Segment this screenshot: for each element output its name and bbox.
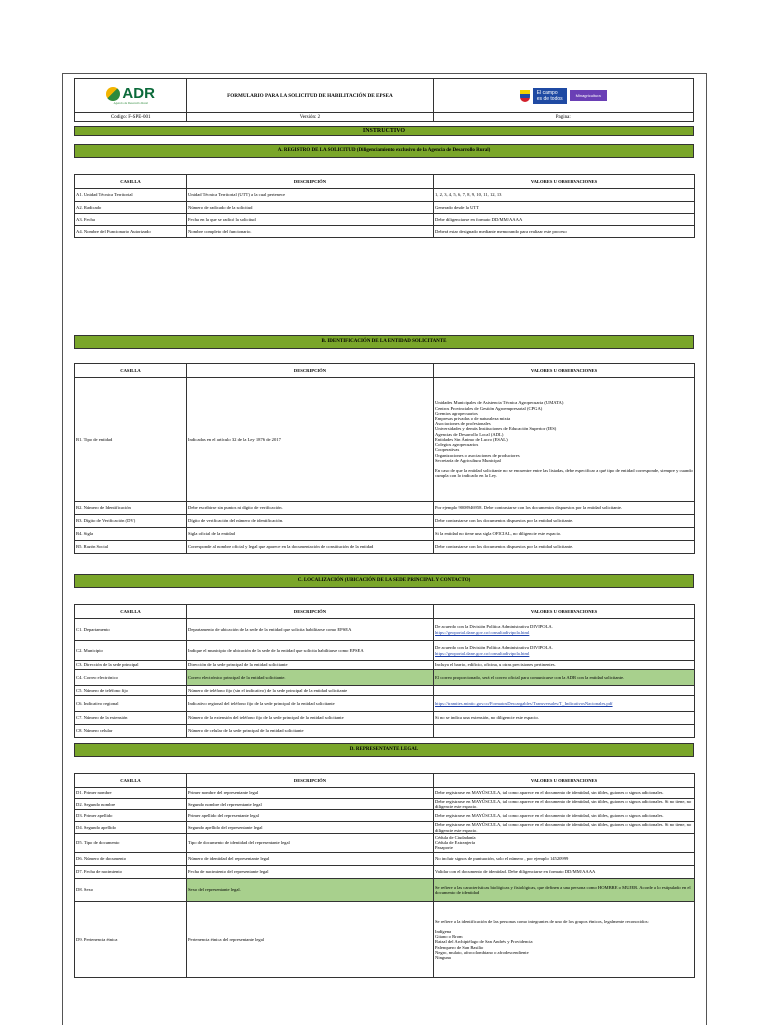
reference-link[interactable]: https://geoportal.dane.gov.co/consultadivipola.html: [435, 629, 530, 635]
row-casilla: D8. Sexo: [75, 878, 187, 901]
row-descripcion: Número de teléfono fijo (sin el indicativo) de la sede principal de la entidad solicitante: [187, 686, 434, 696]
table-row: [75, 799, 695, 810]
value-line: Debe registrarse en MAYÚSCULA, tal como aparece en el documento de identidad, sin tildes, guiones o signos adicionales.: [435, 813, 664, 819]
table-row: [75, 202, 695, 214]
table-row: [75, 226, 695, 238]
table-row: [75, 822, 695, 833]
value-line: Negro, mulato, afrocolombiano o afrodescendiente: [435, 949, 529, 955]
row-descripcion: Sexo del representante legal.: [187, 878, 434, 901]
coat-of-arms-icon: [520, 90, 530, 102]
section-title: B. IDENTIFICACIÓN DE LA ENTIDAD SOLICITANTE: [74, 335, 694, 349]
value-line: Raizal del Archipiélago de San Andrés y Providencia: [435, 939, 533, 945]
col-header-valores: VALORES U OBSERVACIONES: [434, 364, 695, 378]
row-descripcion: Fecha en la que se radicó la solicitud: [187, 214, 434, 226]
row-valores: [434, 799, 695, 810]
table-row: [75, 378, 695, 502]
row-casilla: B1. Tipo de entidad: [75, 378, 187, 502]
table-row: [75, 712, 695, 725]
value-line: Gremios agropecuarios: [435, 410, 478, 416]
row-descripcion: Segundo apellido del representante legal: [187, 822, 434, 833]
col-header-valores: VALORES U OBSERVACIONES: [434, 605, 695, 619]
value-line: Debe registrarse en MAYÚSCULA, tal como aparece en el documento de identidad, sin tildes, guiones o signos adicionales.: [435, 790, 664, 796]
table-row: [75, 670, 695, 686]
row-valores: [434, 619, 695, 641]
table-row: [75, 833, 695, 852]
col-header-casilla: CASILLA: [75, 774, 187, 788]
section-table: [74, 174, 695, 238]
row-casilla: C5. Número de teléfono fijo: [75, 686, 187, 696]
row-casilla: B3. Dígito de Verificación (DV): [75, 515, 187, 528]
row-valores: [434, 214, 695, 226]
table-row: [75, 788, 695, 799]
row-valores: [434, 641, 695, 661]
row-descripcion: Indicadas en el artículo 32 de la Ley 1876 de 2017: [187, 378, 434, 502]
value-line: [435, 688, 693, 693]
row-casilla: D4. Segundo apellido: [75, 822, 187, 833]
table-row: [75, 641, 695, 661]
col-header-casilla: CASILLA: [75, 605, 187, 619]
value-line: Debe contrastarse con los documentos dispuestos por la entidad solicitante.: [435, 518, 574, 524]
value-line: Debe registrarse en MAYÚSCULA, tal como aparece en el documento de identidad, sin tildes, guiones o signos adicionales. Si no tiene, no diligencie este espacio.: [435, 822, 692, 833]
leaf-icon: [106, 87, 120, 101]
value-line: [435, 728, 693, 733]
value-line: Incluya el barrio, edificio, oficina, u otras precisiones pertinentes.: [435, 662, 556, 668]
row-valores: [434, 541, 695, 554]
col-header-valores: VALORES U OBSERVACIONES: [434, 175, 695, 189]
value-line: Debe contrastarse con los documentos dispuestos por la entidad solicitante.: [435, 544, 574, 550]
row-casilla: D2. Segundo nombre: [75, 799, 187, 810]
row-valores: [434, 378, 695, 502]
row-valores: [434, 528, 695, 541]
form-header: [74, 78, 694, 122]
value-line: Cédula de Ciudadanía: [435, 835, 476, 840]
row-casilla: B4. Sigla: [75, 528, 187, 541]
col-header-casilla: CASILLA: [75, 364, 187, 378]
section-table: [74, 604, 695, 738]
value-line: Pasaporte: [435, 845, 453, 851]
value-line: Indígena: [435, 928, 452, 934]
row-casilla: D5. Tipo de documento: [75, 833, 187, 852]
col-header-descripcion: DESCRIPCIÓN: [187, 364, 434, 378]
row-valores: [434, 670, 695, 686]
value-line: El correo proporcionado, será el correo oficial para comunicarse con la ADR con la entidad solicitante.: [435, 674, 625, 680]
table-row: [75, 901, 695, 977]
row-descripcion: Nombre completo del funcionario.: [187, 226, 434, 238]
value-line: Validar con el documento de identidad. Debe diligenciarse en formato DD/MM/AAAA: [435, 869, 596, 875]
table-row: [75, 214, 695, 226]
value-line: Empresas privadas o de naturaleza mixta: [435, 416, 511, 422]
instructivo-title: INSTRUCTIVO: [74, 126, 694, 136]
row-descripcion: Tipo de documento de identidad del representante legal: [187, 833, 434, 852]
row-valores: [434, 852, 695, 865]
row-descripcion: Primer apellido del representante legal: [187, 810, 434, 822]
row-casilla: C2. Municipio: [75, 641, 187, 661]
table-row: [75, 725, 695, 738]
row-casilla: A3. Fecha: [75, 214, 187, 226]
value-line: Por ejemplo 9008946958. Debe contrastarse con los documentos dispuestos por la entidad solicitante.: [435, 505, 623, 511]
form-title: FORMULARIO PARA LA SOLICITUD DE HABILITACIÓN DE EPSEA: [187, 79, 433, 113]
value-line: Unidades Municipales de Asistencia Técnica Agropecuaria (UMATA): [435, 400, 564, 406]
value-line: Entidades Sin Ánimo de Lucro (ESAL): [435, 436, 508, 442]
form-page: [62, 73, 707, 1025]
value-line: Debe registrarse en MAYÚSCULA, tal como aparece en el documento de identidad, sin tildes, guiones o signos adicionales. Si no tiene, no diligencie este espacio.: [435, 799, 692, 810]
row-valores: [434, 226, 695, 238]
row-valores: [434, 502, 695, 515]
reference-link[interactable]: https://geoportal.dane.gov.co/consultadivipola.html: [435, 650, 530, 656]
row-descripcion: Pertenencia étnica del representante legal: [187, 901, 434, 977]
value-line: Ninguna: [435, 954, 451, 960]
value-line: Generado desde la UTT: [435, 204, 480, 210]
row-valores: [434, 515, 695, 528]
row-descripcion: Número de radicado de la solicitud: [187, 202, 434, 214]
row-casilla: C1. Departamento: [75, 619, 187, 641]
row-casilla: B2. Número de Identificación: [75, 502, 187, 515]
value-line: Debe diligenciarse en formato DD/MM/AAAA: [435, 216, 523, 222]
row-descripcion: Correo electrónico principal de la entidad solicitante.: [187, 670, 434, 686]
form-code: Codigo: F-SPE-001: [75, 113, 187, 122]
table-row: [75, 686, 695, 696]
value-line: Centros Provinciales de Gestión Agroempresarial (CPGA): [435, 405, 543, 411]
row-descripcion: Corresponde al nombre oficial y legal que aparece en la documentación de constitución de la entidad: [187, 541, 434, 554]
value-line: Si no se indica una extensión, no diligencie este espacio.: [435, 715, 539, 721]
row-valores: [434, 696, 695, 712]
row-descripcion: Primer nombre del representante legal: [187, 788, 434, 799]
adr-logo: ADR Agencia de Desarrollo Rural: [75, 79, 187, 113]
table-row: [75, 619, 695, 641]
col-header-casilla: CASILLA: [75, 175, 187, 189]
row-casilla: D6. Número de documento: [75, 852, 187, 865]
row-descripcion: Número de identidad del representante legal: [187, 852, 434, 865]
row-valores: [434, 865, 695, 878]
form-version: Versión: 2: [187, 113, 433, 122]
row-descripcion: Departamento de ubicación de la sede de la entidad que solicita habilitarse como EPSEA: [187, 619, 434, 641]
row-casilla: A4. Nombre del Funcionario Autorizado: [75, 226, 187, 238]
row-descripcion: Indique el municipio de ubicación de la sede de la entidad que solicita habilitarse como EPSEA: [187, 641, 434, 661]
value-line: Se refiere a la identificación de las personas como integrantes de uno de los grupos étnicos, legalmente reconocidos:: [435, 918, 649, 924]
value-line: Si la entidad no tiene una sigla OFICIAL, no diligencie este espacio.: [435, 531, 562, 537]
value-line: Colegios agropecuarios: [435, 442, 479, 448]
table-row: [75, 878, 695, 901]
row-valores: [434, 725, 695, 738]
table-row: [75, 515, 695, 528]
row-casilla: D3. Primer apellido: [75, 810, 187, 822]
col-header-valores: VALORES U OBSERVACIONES: [434, 774, 695, 788]
table-row: [75, 502, 695, 515]
row-valores: [434, 901, 695, 977]
row-descripcion: Dígito de verificación del número de identificación.: [187, 515, 434, 528]
row-valores: [434, 810, 695, 822]
row-casilla: D7. Fecha de nacimiento: [75, 865, 187, 878]
table-row: [75, 189, 695, 202]
form-page-number: Pagina:: [433, 113, 693, 122]
row-valores: [434, 788, 695, 799]
row-valores: [434, 833, 695, 852]
col-header-descripcion: DESCRIPCIÓN: [187, 605, 434, 619]
value-line: En caso de que la entidad solicitante no se encuentre entre las listadas, debe especificar a qué tipo de entidad corresponde, siempre y cuando cumpla con lo indicado en la Ley.: [435, 468, 693, 479]
table-row: [75, 661, 695, 670]
value-line: De acuerdo con la División Política Administrativa DIVIPOLA.: [435, 624, 553, 630]
row-casilla: C3. Dirección de la sede principal: [75, 661, 187, 670]
value-line: Asociaciones de profesionales: [435, 421, 491, 427]
section-title: A. REGISTRO DE LA SOLICITUD (Diligenciamiento exclusivo de la Agencia de Desarrollo Rural): [74, 144, 694, 158]
row-valores: [434, 686, 695, 696]
section-table: [74, 363, 695, 554]
table-row: [75, 541, 695, 554]
value-line: Universidades y demás Instituciones de Educación Superior (IES): [435, 426, 557, 432]
value-line: Cédula de Extranjería: [435, 840, 476, 846]
row-valores: [434, 712, 695, 725]
section-title: D. REPRESENTANTE LEGAL: [74, 743, 694, 757]
table-row: [75, 852, 695, 865]
value-line: Secretaría de Agricultura Municipal: [435, 457, 501, 463]
value-line: Cooperativas: [435, 447, 460, 453]
row-casilla: C7. Número de la extensión: [75, 712, 187, 725]
col-header-descripcion: DESCRIPCIÓN: [187, 774, 434, 788]
row-valores: [434, 822, 695, 833]
row-valores: [434, 661, 695, 670]
row-descripcion: Dirección de la sede principal de la entidad solicitante: [187, 661, 434, 670]
value-line: Se refiere a las características biológicas y fisiológicas, que definen a una persona como HOMBRE o MUJER. Acorde a lo estipulado en el documento de identidad: [435, 884, 691, 895]
table-row: [75, 528, 695, 541]
row-casilla: C8. Número celular: [75, 725, 187, 738]
row-descripcion: Debe escribirse sin puntos ni dígito de verificación.: [187, 502, 434, 515]
row-valores: [434, 202, 695, 214]
value-line: 1, 2, 3, 4, 5, 6, 7, 8, 9, 10, 11, 12, 13: [435, 192, 502, 198]
row-valores: [434, 878, 695, 901]
section-title: C. LOCALIZACIÓN (UBICACIÓN DE LA SEDE PRINCIPAL Y CONTACTO): [74, 574, 694, 588]
row-casilla: A2. Radicado: [75, 202, 187, 214]
value-line: Organizaciones o asociaciones de productores: [435, 452, 520, 458]
col-header-descripcion: DESCRIPCIÓN: [187, 175, 434, 189]
row-descripcion: Número de la extensión del teléfono fijo de la sede principal de la entidad solicitante: [187, 712, 434, 725]
value-line: Agencias de Desarrollo Local (ADL): [435, 431, 504, 437]
row-casilla: C6. Indicativo regional: [75, 696, 187, 712]
table-row: [75, 865, 695, 878]
row-casilla: C4. Correo electrónico: [75, 670, 187, 686]
row-casilla: B5. Razón Social: [75, 541, 187, 554]
row-casilla: D1. Primer nombre: [75, 788, 187, 799]
value-line: No incluir signos de puntuación, solo el número , por ejemplo 14520999: [435, 856, 569, 862]
section-table: [74, 773, 695, 978]
row-descripcion: Sigla oficial de la entidad: [187, 528, 434, 541]
row-casilla: A1. Unidad Técnica Territorial: [75, 189, 187, 202]
table-row: [75, 810, 695, 822]
row-descripcion: Indicativo regional del teléfono fijo de la sede principal de la entidad solicitante: [187, 696, 434, 712]
row-casilla: D9. Pertenencia étnica: [75, 901, 187, 977]
value-line: Palenquero de San Basilio: [435, 944, 484, 950]
row-descripcion: Número de celular de la sede principal de la entidad solicitante: [187, 725, 434, 738]
value-line: Gitano o Rrom: [435, 934, 463, 940]
value-line: De acuerdo con la División Política Administrativa DIVIPOLA.: [435, 645, 553, 651]
row-descripcion: Unidad Técnica Territorial (UTT) a la cual pertenece: [187, 189, 434, 202]
row-valores: [434, 189, 695, 202]
reference-link[interactable]: https://tramites.mintic.gov.co/FormatosDescargables/Transversales/T_IndicativosNacionales.pdf: [435, 700, 613, 706]
gov-logo: El campo es de todos Minagricultura: [433, 79, 693, 113]
row-descripcion: Segundo nombre del representante legal: [187, 799, 434, 810]
table-row: [75, 696, 695, 712]
value-line: Deberá estar designado mediante memorando para realizar este proceso: [435, 228, 567, 234]
row-descripcion: Fecha de nacimiento del representante legal: [187, 865, 434, 878]
